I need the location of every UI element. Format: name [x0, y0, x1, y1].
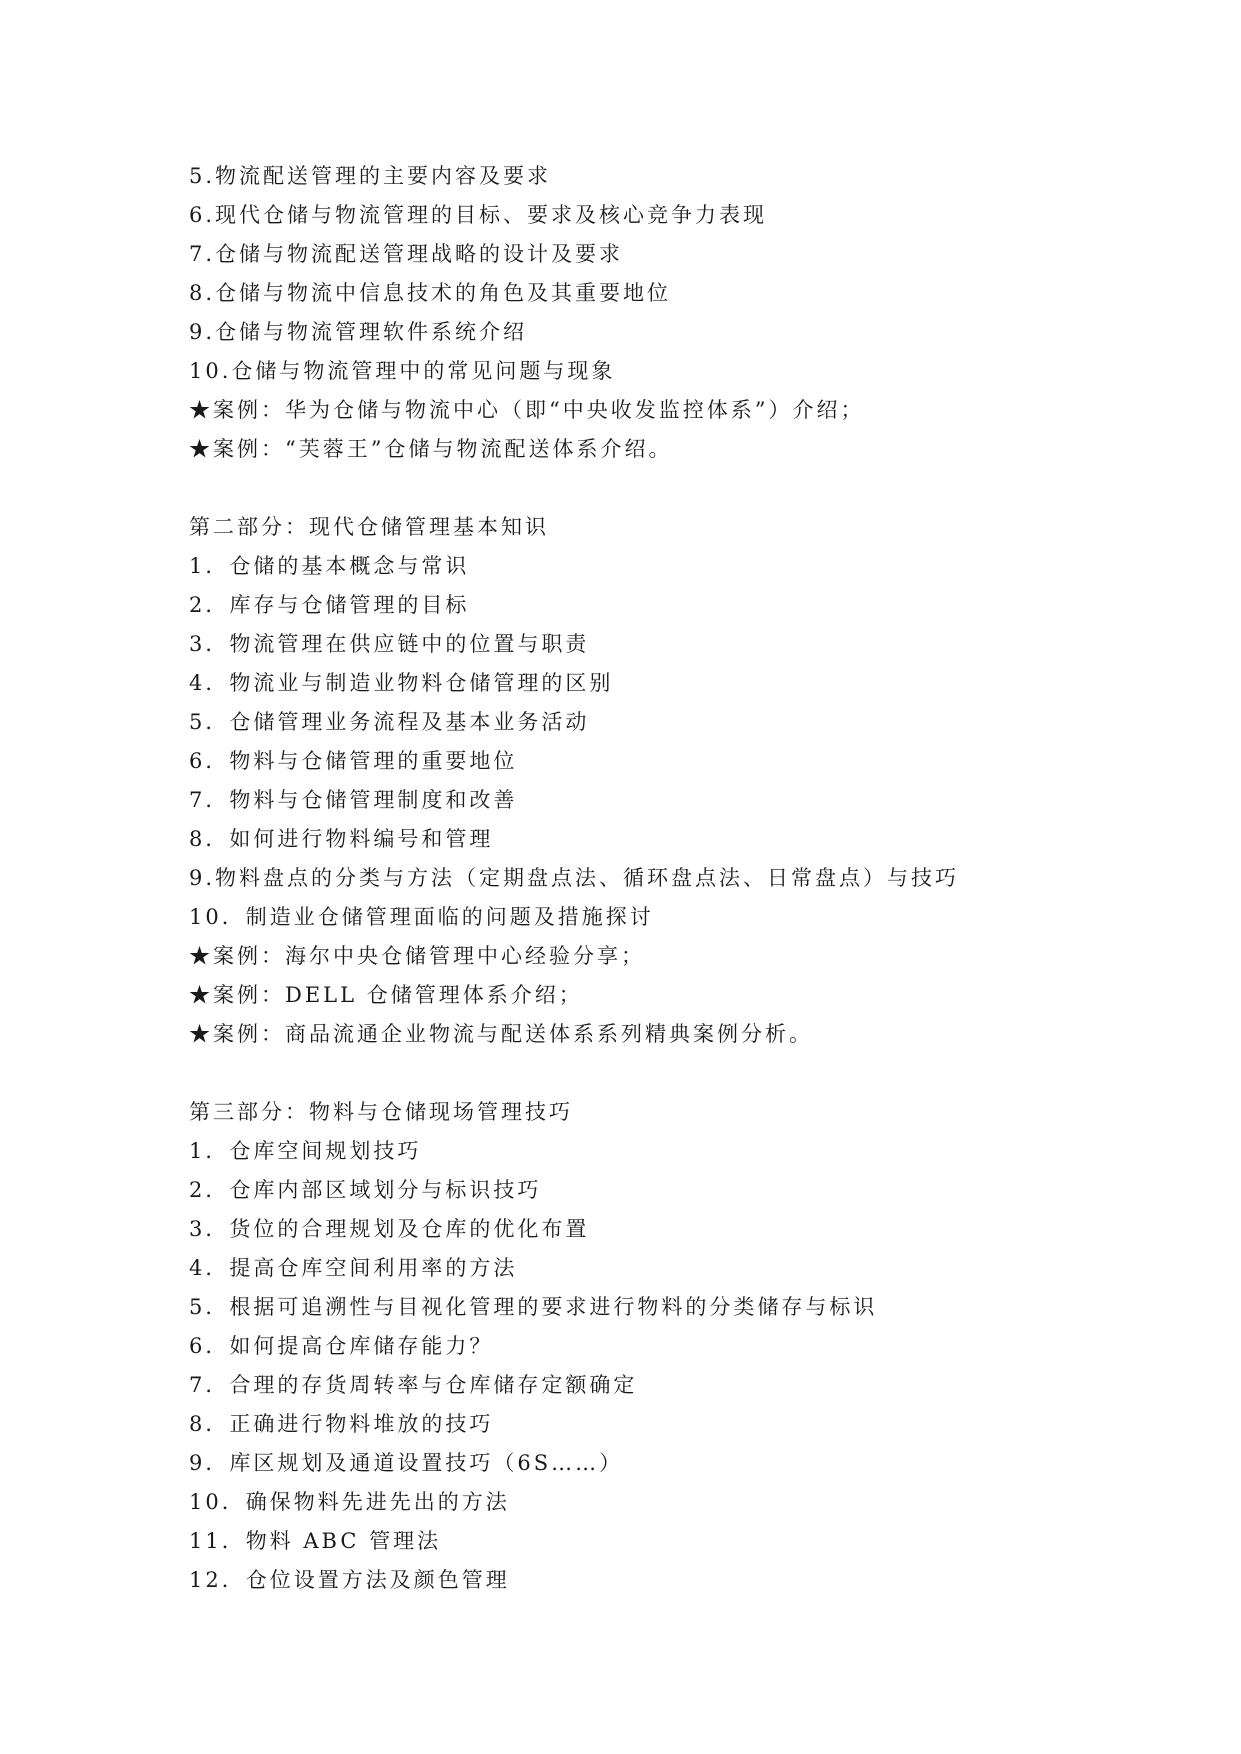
case-item: ★案例：海尔中央仓储管理中心经验分享；	[189, 944, 645, 968]
section-1	[189, 157, 1149, 469]
list-item: 2．库存与仓储管理的目标	[189, 593, 470, 617]
list-item: 9．库区规划及通道设置技巧（6S……）	[189, 1451, 624, 1475]
list-item: 12．仓位设置方法及颜色管理	[189, 1568, 510, 1592]
list-item: 7．合理的存货周转率与仓库储存定额确定	[189, 1373, 638, 1397]
list-item: 7．物料与仓储管理制度和改善	[189, 788, 518, 812]
case-item: ★案例：商品流通企业物流与配送体系系列精典案例分析。	[189, 1022, 813, 1046]
list-item: 2．仓库内部区域划分与标识技巧	[189, 1178, 542, 1202]
case-item: ★案例：“芙蓉王”仓储与物流配送体系介绍。	[189, 437, 673, 461]
list-item: 1．仓储的基本概念与常识	[189, 554, 470, 578]
list-item: 5．根据可追溯性与目视化管理的要求进行物料的分类储存与标识	[189, 1295, 878, 1319]
list-item: 4．物流业与制造业物料仓储管理的区别	[189, 671, 614, 695]
list-item: 8．正确进行物料堆放的技巧	[189, 1412, 494, 1436]
list-item: 10．确保物料先进先出的方法	[189, 1490, 510, 1514]
list-item: 8．如何进行物料编号和管理	[189, 827, 494, 851]
list-item: 9.物料盘点的分类与方法（定期盘点法、循环盘点法、日常盘点）与技巧	[189, 866, 960, 890]
list-item: 4．提高仓库空间利用率的方法	[189, 1256, 518, 1280]
section-title: 第二部分：现代仓储管理基本知识	[189, 515, 549, 539]
list-item: 8.仓储与物流中信息技术的角色及其重要地位	[189, 281, 672, 305]
case-item: ★案例：华为仓储与物流中心（即“中央收发监控体系”）介绍；	[189, 398, 865, 422]
list-item: 3．货位的合理规划及仓库的优化布置	[189, 1217, 590, 1241]
section-title: 第三部分：物料与仓储现场管理技巧	[189, 1100, 573, 1124]
list-item: 6.现代仓储与物流管理的目标、要求及核心竞争力表现	[189, 203, 768, 227]
spacer	[189, 469, 1149, 508]
list-item: 5.物流配送管理的主要内容及要求	[189, 164, 552, 188]
list-item: 9.仓储与物流管理软件系统介绍	[189, 320, 528, 344]
list-item: 6．如何提高仓库储存能力？	[189, 1334, 494, 1358]
list-item: 7.仓储与物流配送管理战略的设计及要求	[189, 242, 624, 266]
case-item: ★案例：DELL 仓储管理体系介绍；	[189, 983, 583, 1007]
spacer	[189, 1054, 1149, 1093]
section-3	[189, 1093, 1149, 1600]
list-item: 3．物流管理在供应链中的位置与职责	[189, 632, 590, 656]
section-2	[189, 508, 1149, 1054]
list-item: 10.仓储与物流管理中的常见问题与现象	[189, 359, 616, 383]
document-body	[189, 157, 1149, 1600]
list-item: 6．物料与仓储管理的重要地位	[189, 749, 518, 773]
list-item: 10．制造业仓储管理面临的问题及措施探讨	[189, 905, 654, 929]
list-item: 11．物料 ABC 管理法	[189, 1529, 442, 1553]
list-item: 5．仓储管理业务流程及基本业务活动	[189, 710, 590, 734]
list-item: 1．仓库空间规划技巧	[189, 1139, 422, 1163]
